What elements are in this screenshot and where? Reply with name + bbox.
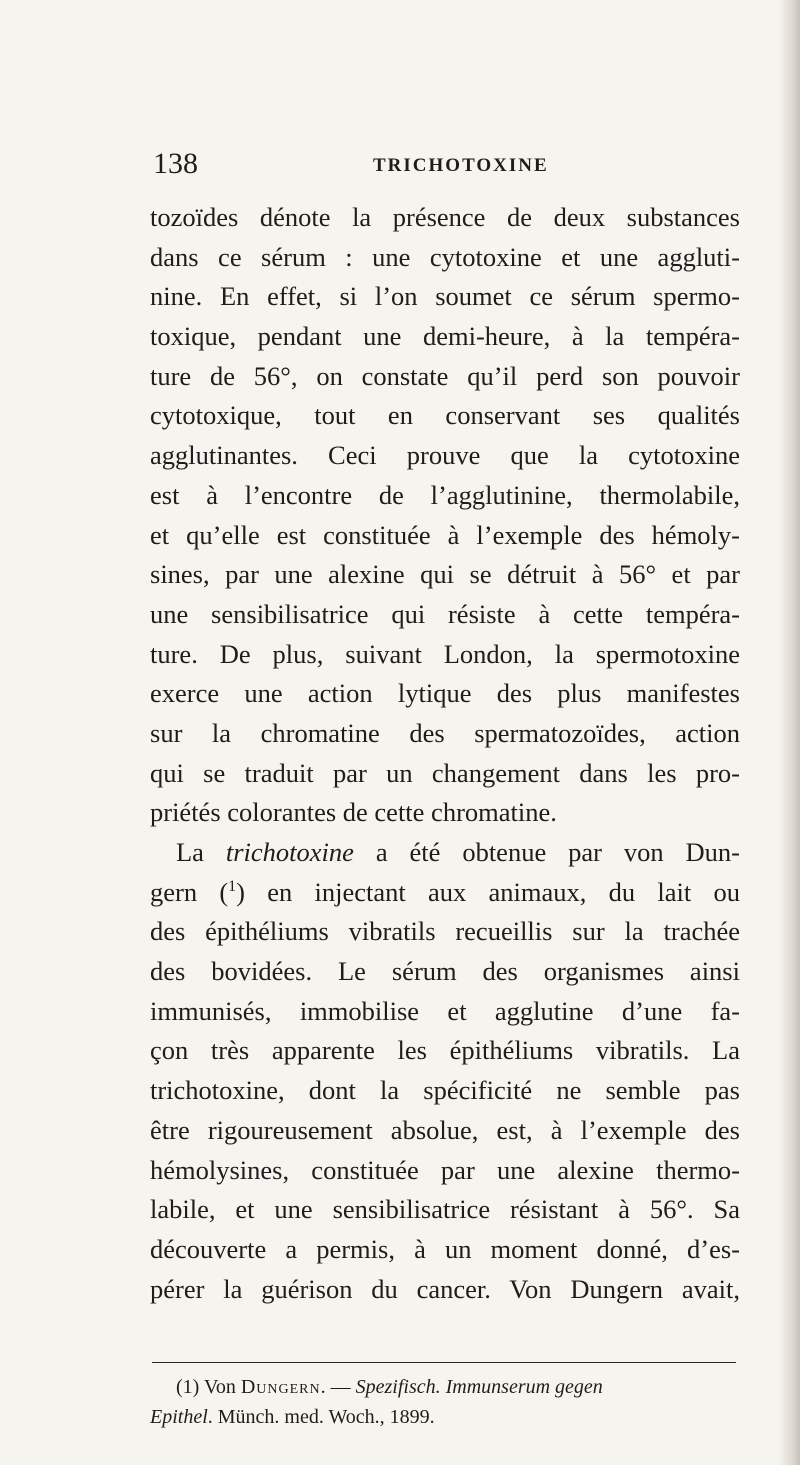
footnote-title: Epithel <box>150 1406 208 1428</box>
text-fragment: a été obtenue par von Dun- <box>353 837 740 867</box>
paragraph-2-first-line <box>150 833 740 873</box>
text-line: exerce une action lytique des plus manifestes <box>150 678 740 709</box>
text-fragment: Von <box>203 1376 241 1398</box>
text-line: découverte a permis, à un moment donné, d’es- <box>150 1233 740 1264</box>
text-line: hémolysines, constituée par une alexine thermo- <box>150 1154 740 1185</box>
footnotes <box>150 1372 740 1432</box>
text-fragment: ) en injectant aux animaux, du lait ou <box>236 876 740 907</box>
text-line: des épithéliums vibratils recueillis sur la trachée <box>150 916 740 947</box>
text-line: priétés colorantes de cette chromatine. <box>150 797 557 828</box>
footnote-reference: 1 <box>228 877 237 895</box>
footnote-line <box>150 1372 740 1402</box>
text-fragment: . — <box>320 1376 356 1398</box>
running-head: TRICHOTOXINE <box>373 155 549 176</box>
text-line: immunisés, immobilise et agglutine d’une fa- <box>150 995 740 1026</box>
page-header <box>153 147 733 187</box>
text-line: trichotoxine, dont la spécificité ne semble pas <box>150 1075 740 1106</box>
text-line: agglutinantes. Ceci prouve que la cytotoxine <box>150 440 740 471</box>
text-fragment: gern ( <box>150 876 229 907</box>
text-line: pérer la guérison du cancer. Von Dungern avait, <box>150 1273 740 1304</box>
footnote-source: . Münch. med. Woch., 1899. <box>207 1406 435 1428</box>
text-line: et qu’elle est constituée à l’exemple des hémoly- <box>150 519 740 550</box>
text-line: ture de 56°, on constate qu’il perd son pouvoir <box>150 360 740 391</box>
italic-term: trichotoxine <box>225 837 354 867</box>
page-number: 138 <box>153 147 198 180</box>
text-line: nine. En effet, si l’on soumet ce sérum spermo- <box>150 281 740 312</box>
text-line: dans ce sérum : une cytotoxine et une aggluti- <box>150 241 740 272</box>
text-line: çon très apparente les épithéliums vibratils. La <box>150 1035 740 1066</box>
footnote-title: Spezifisch. Immunserum gegen <box>355 1376 603 1398</box>
footnote-author: Dungern <box>240 1376 321 1398</box>
footnote-line <box>150 1402 740 1432</box>
text-line: ture. De plus, suivant London, la spermotoxine <box>150 638 740 669</box>
body-text <box>150 198 740 1309</box>
footnote-divider <box>152 1362 736 1363</box>
text-line: labile, et une sensibilisatrice résistant à 56°. Sa <box>150 1194 740 1225</box>
text-line: qui se traduit par un changement dans les pro- <box>150 757 740 788</box>
text-line: sur la chromatine des spermatozoïdes, action <box>150 717 740 748</box>
page-edge-shadow <box>778 0 800 1465</box>
text-line: est à l’encontre de l’agglutinine, thermolabile, <box>150 479 740 510</box>
text-line: une sensibilisatrice qui résiste à cette tempéra- <box>150 598 740 629</box>
text-line: tozoïdes dénote la présence de deux substances <box>150 202 740 232</box>
text-line <box>150 873 740 913</box>
footnote-marker: (1) <box>176 1376 200 1398</box>
text-line: être rigoureusement absolue, est, à l’exemple des <box>150 1114 740 1145</box>
text-line: toxique, pendant une demi-heure, à la tempéra- <box>150 321 740 352</box>
text-fragment: La <box>176 837 226 867</box>
text-line: des bovidées. Le sérum des organismes ainsi <box>150 956 740 987</box>
text-line: cytotoxique, tout en conservant ses qualités <box>150 400 740 431</box>
text-line: sines, par une alexine qui se détruit à 56° et par <box>150 559 740 590</box>
